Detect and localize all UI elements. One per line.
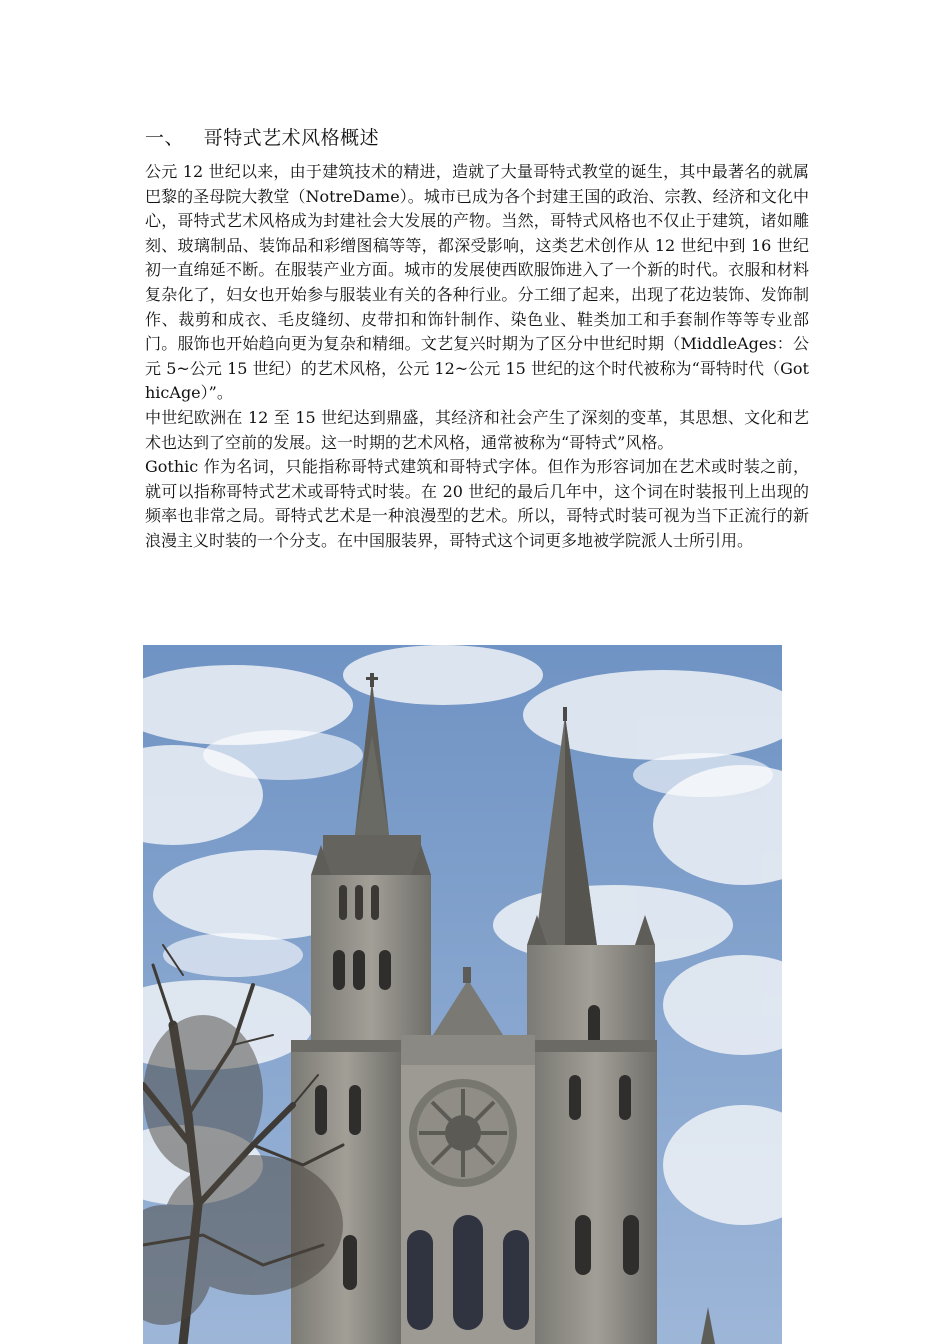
cathedral-illustration — [143, 645, 782, 1344]
paragraph-3: Gothic 作为名词，只能指称哥特式建筑和哥特式字体。但作为形容词加在艺术或时装之前，就可以指称哥特式艺术或哥特式时装。在 20 世纪的最后几年中，这个词在时装报刊上出现的频率也非常之局。哥特式艺术是一种浪漫型的艺术。所以，哥特式时装可视为当下正流行的新浪漫主义时装的一个分支。在中国服装界，哥特式这个词更多地被学院派人士所引用。 — [145, 457, 809, 550]
right-tower — [535, 1045, 657, 1344]
body-text — [145, 160, 809, 554]
paragraph-2: 中世纪欧洲在 12 至 15 世纪达到鼎盛，其经济和社会产生了深刻的变革，其思想、文化和艺术也达到了空前的发展。这一时期的艺术风格，通常被称为“哥特式”风格。 — [145, 407, 809, 452]
paragraph-1: 公元 12 世纪以来，由于建筑技术的精进，造就了大量哥特式教堂的诞生，其中最著名的就属巴黎的圣母院大教堂（NotreDame）。城市已成为各个封建王国的政治、宗教、经济和文化中心，哥特式艺术风格成为封建社会大发展的产物。当然，哥特式风格也不仅止于建筑，诸如雕刻、玻璃制品、装饰品和彩缯图稿等等，都深受影响，这类艺术创作从 12 世纪中到 16 世纪初一直绵延不断。在服装产业方面。城市的发展使西欧服饰进入了一个新的时代。衣服和材料复杂化了，妇女也开始参与服装业有关的各种行业。分工细了起来，出现了花边装饰、发饰制作、裁剪和成衣、毛皮缝纫、皮带扣和饰针制作、染色业、鞋类加工和手套制作等等专业部门。服饰也开始趋向更为复杂和精细。文艺复兴时期为了区分中世纪时期（MiddleAges：公元 5~公元 15 世纪）的艺术风格，公元 12~公元 15 世纪的这个时代被称为“哥特时代（GothicAge）”。 — [145, 162, 809, 403]
section-heading: 一、 哥特式艺术风格概述 — [145, 127, 380, 149]
cathedral-photo — [143, 645, 782, 1344]
